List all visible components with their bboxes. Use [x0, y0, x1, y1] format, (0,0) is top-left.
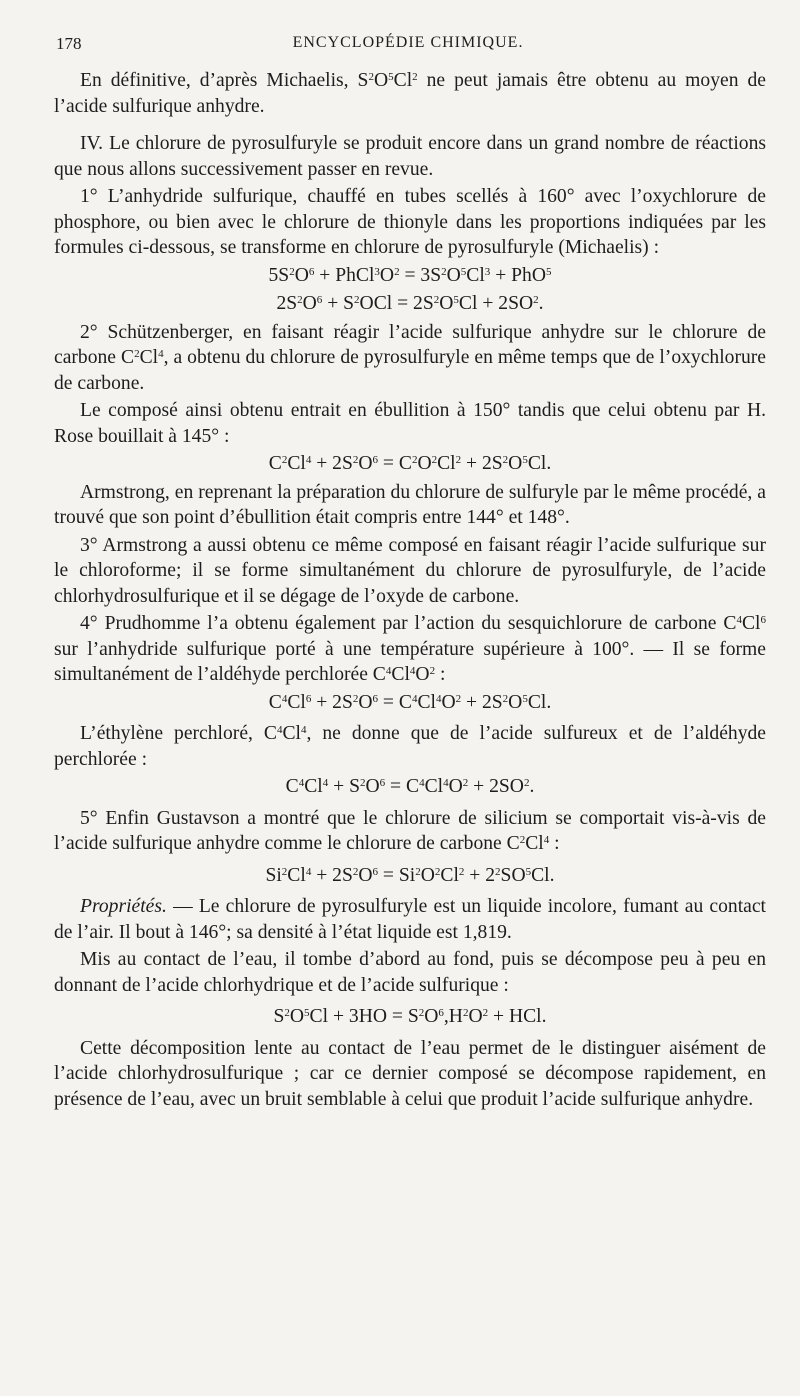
page-number: 178 [56, 34, 82, 53]
equation-7: $S^2O^5Cl + 3HO = S^2O^6,H^2O^2$ + HCl. [273, 1006, 547, 1027]
equation-5: $C^4Cl^4 + S^2O^6 = C^4Cl^4O^2 + 2SO^2$. [285, 776, 535, 797]
paragraph-item-4: 4° Prudhomme l’a obtenu également par l’action du sesquichlorure de carbone $C^4Cl^6$ sur l’anhydride sulfurique porté à une température supérieure à 100°. — Il se forme simultanément de l’aldéhyde perchlorée $C^4Cl^4O^2$ : [54, 613, 766, 685]
paragraph-item-3: 3° Armstrong a aussi obtenu ce même composé en faisant réagir l’acide sulfurique sur le chloroforme; il se forme simultanément du chlorure de pyrosulfuryle, de l’acide chlorhydrosulfurique et il se dégage de l’oxyde de carbone. [54, 534, 766, 607]
equation-3: $C^2Cl^4 + 2S^2O^6 = C^2O^2Cl^2 + 2S^2O^5Cl$. [268, 453, 552, 474]
paragraph-ethylene: L’éthylène perchloré, $C^4Cl^4$, ne donne que de l’acide sulfureux et de l’aldéhyde perchlorée : [54, 723, 766, 770]
equation-2: $2S^2O^6 + S^2OCl = 2S^2O^5Cl + 2SO^2$. [276, 293, 544, 314]
paragraph-decomposition: Cette décomposition lente au contact de l’eau permet de le distinguer aisément de l’acide chlorhydrosulfurique ; car ce dernier composé se décompose rapidement, en présence de l’eau, avec un bruit semblable à celui que produit l’acide sulfurique anhydre. [54, 1037, 766, 1110]
equation-6: $Si^2Cl^4 + 2S^2O^6 = Si^2O^2Cl^2 + 2^2SO^5Cl$. [265, 864, 555, 886]
running-title: ENCYCLOPÉDIE CHIMIQUE. [292, 34, 524, 51]
paragraph-michaelis: En définitive, d’après Michaelis, $S^2O^5Cl^2$ ne peut jamais être obtenu au moyen de l’acide sulfurique anhydre. [54, 70, 766, 117]
paragraph-item-2: 2° Schützenberger, en faisant réagir l’acide sulfurique anhydre sur le chlorure de carbone $C^2Cl^4$, a obtenu du chlorure de pyrosulfuryle en même temps que de l’oxychlorure de carbone. [54, 321, 766, 394]
section-iv-intro: IV. Le chlorure de pyrosulfuryle se produit encore dans un grand nombre de réactions que nous allons successivement passer en revue. [54, 133, 766, 180]
paragraph-item-5: 5° Enfin Gustavson a montré que le chlorure de silicium se comportait vis-à-vis de l’acide sulfurique anhydre comme le chlorure de carbone $C^2Cl^4$ : [54, 807, 766, 854]
paragraph-boiling: Le composé ainsi obtenu entrait en ébullition à 150° tandis que celui obtenu par H. Rose bouillait à 145° : [54, 400, 766, 447]
paragraph-water-contact: Mis au contact de l’eau, il tombe d’abord au fond, puis se décompose peu à peu en donnant de l’acide chlorhydrique et de l’acide sulfurique : [54, 949, 766, 996]
paragraph-armstrong: Armstrong, en reprenant la préparation du chlorure de sulfuryle par le même procédé, a trouvé que son point d’ébullition était compris entre 144° et 148°. [54, 481, 766, 528]
paragraph-properties: Propriétés. — Le chlorure de pyrosulfuryle est un liquide incolore, fumant au contact de l’air. Il bout à 146°; sa densité à l’état liquide est 1,819. [54, 896, 766, 943]
page-body [54, 68, 766, 1114]
page-header [56, 34, 760, 58]
paragraph-item-1: 1° L’anhydride sulfurique, chauffé en tubes scellés à 160° avec l’oxychlorure de phosphore, ou bien avec le chlorure de thionyle dans les proportions indiquées par les formules ci-dessous, se transforme en chlorure de pyrosulfuryle (Michaelis) : [54, 186, 766, 258]
equation-4: $C^4Cl^6 + 2S^2O^6 = C^4Cl^4O^2 + 2S^2O^5Cl$. [268, 691, 552, 713]
equation-1: $5S^2O^6$ + $PhCl^3O^2 = 3S^2O^5Cl^3 + PhO^5$ [268, 264, 552, 286]
